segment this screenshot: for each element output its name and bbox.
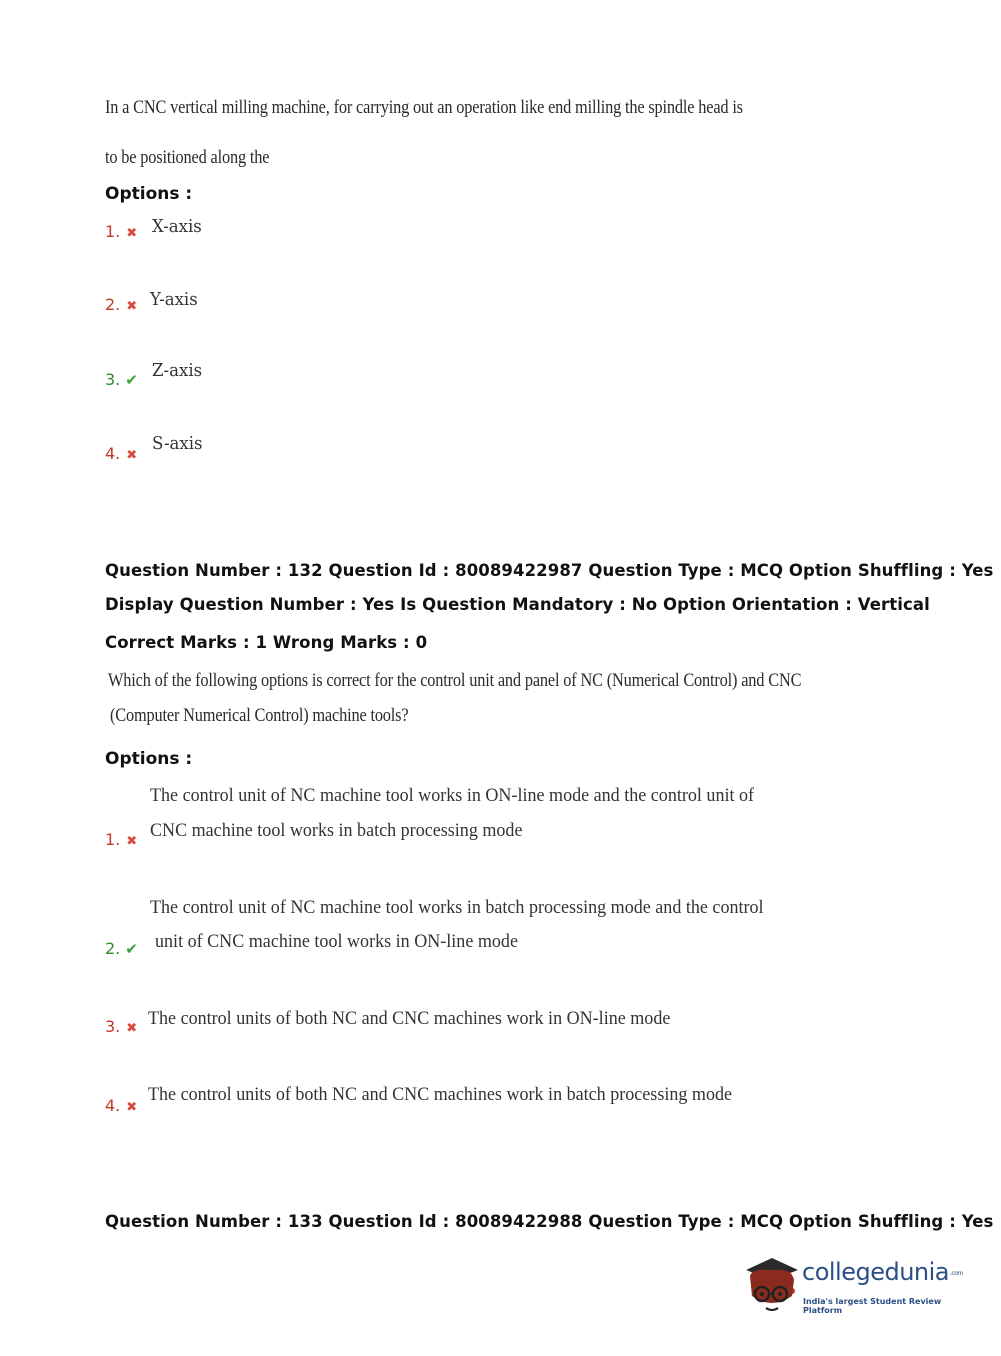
option-item [105,444,137,463]
option-text: Y-axis [150,289,198,310]
option-item [105,939,138,958]
cross-icon: ✖ [126,299,138,314]
option-text-line: The control units of both NC and CNC machines work in ON-line mode [148,1008,671,1029]
option-number: 4. [105,1096,121,1115]
option-number: 3. [105,1017,121,1036]
option-item [105,222,137,241]
option-number: 2. [105,939,121,958]
option-number: 1. [105,830,121,849]
question-meta-line: Question Number : 133 Question Id : 80089422988 Question Type : MCQ Option Shuffling : Yes [105,1212,994,1231]
cross-icon: ✖ [126,448,138,463]
check-icon: ✔ [125,940,138,958]
option-text-line: CNC machine tool works in batch processing mode [150,820,523,841]
cross-icon: ✖ [126,834,138,849]
option-number: 4. [105,444,121,463]
option-item [105,1096,137,1115]
option-number: 3. [105,370,121,389]
question-stem-line: Which of the following options is correct for the control unit and panel of NC (Numerical Control) and CNC [108,670,802,691]
options-label: Options : [105,184,193,204]
option-text: X-axis [152,216,202,237]
logo-wordmark: collegedunia.com [802,1258,963,1286]
cross-icon: ✖ [126,1100,138,1115]
option-item [105,370,138,389]
question-stem-line: to be positioned along the [105,147,270,168]
option-text-line: The control unit of NC machine tool works in batch processing mode and the control [150,897,764,918]
option-item [105,1017,137,1036]
option-number: 1. [105,222,121,241]
question-stem-line: (Computer Numerical Control) machine tools? [110,705,409,726]
cross-icon: ✖ [126,1021,138,1036]
question-stem-line: In a CNC vertical milling machine, for carrying out an operation like end milling the spindle head is [105,97,743,118]
option-number: 2. [105,295,121,314]
collegedunia-logo [742,1250,972,1320]
mascot-icon [742,1250,802,1320]
option-text: Z-axis [152,360,203,381]
option-text: S-axis [152,433,203,454]
question-marks-line: Correct Marks : 1 Wrong Marks : 0 [105,633,428,652]
option-text-line: The control unit of NC machine tool works in ON-line mode and the control unit of [150,785,755,806]
cross-icon: ✖ [126,226,138,241]
option-item [105,830,137,849]
logo-tagline: India's largest Student Review Platform [803,1297,942,1315]
question-meta-line: Display Question Number : Yes Is Question Mandatory : No Option Orientation : Vertical [105,595,930,614]
option-item [105,295,137,314]
option-text-line: The control units of both NC and CNC machines work in batch processing mode [148,1084,733,1105]
option-text-line: unit of CNC machine tool works in ON-line mode [155,931,518,952]
options-label: Options : [105,749,193,769]
check-icon: ✔ [125,371,138,389]
question-meta-line: Question Number : 132 Question Id : 80089422987 Question Type : MCQ Option Shuffling : Yes [105,561,994,580]
